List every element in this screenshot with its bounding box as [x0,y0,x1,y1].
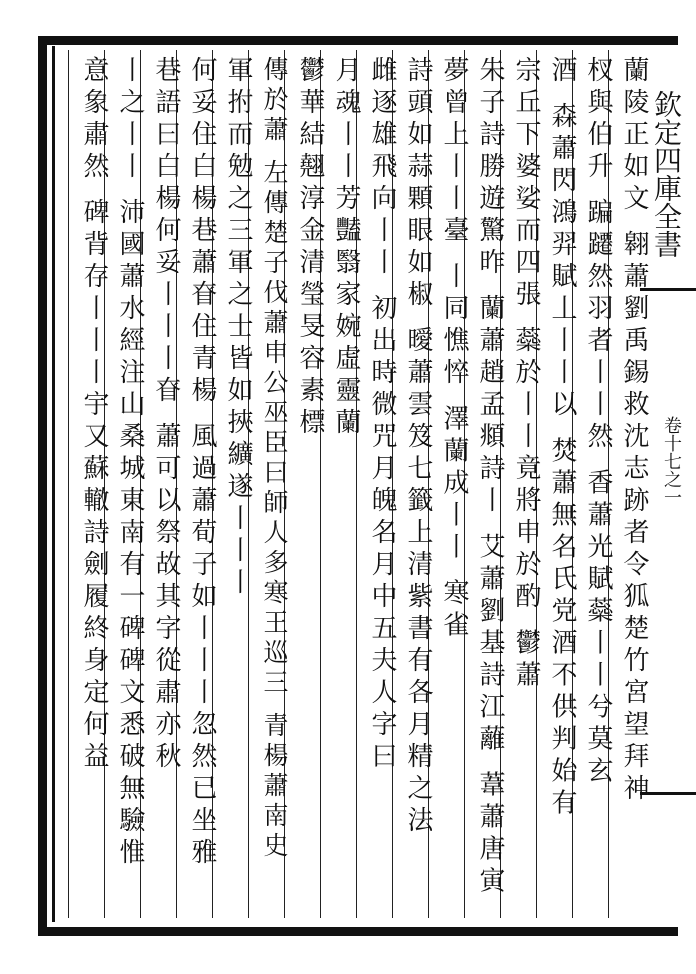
volume-label: 卷十七之一 [661,416,682,506]
column-text: 夢曾上丨丨臺 丨同憔悴 澤蘭成丨丨 寒雀 [439,56,469,643]
column-text: 何妥住白楊巷蕭眘住青楊 風過蕭荀子如丨丨丨忽然已坐雅 [187,56,217,871]
column-text: 雌逐雄飛向丨丨 初出時微咒月魄名月中五夫人字曰 [367,56,397,775]
column-text: 丨之丨丨 沛國蕭水經注山桑城東南有一碑碑文悉破無驗惟 [115,56,145,871]
frame-inner-line [52,46,55,922]
column-text: 宗丘下婆娑而四張 蘂於丨丨竟將申於酌 鬱蕭 [511,56,541,693]
column-text: 蘭陵正如文 翱蕭劉禹錫救沈志跡者令狐楚竹宮望拜神 [619,56,649,807]
column-text: 鬱華結翹淳金清瑩旻容素標 [295,56,325,440]
column-text: 酒 森蕭閃鴻羿賦丄丨丨以 焚蕭無名氏党酒不供判始有 [547,56,577,821]
text-body [60,50,649,918]
book-title: 欽定四庫全書 [650,90,683,258]
column-text: 意象肅然 碑背存丨丨丨宇又蘇轍詩劍履終身定何益 [79,56,109,775]
column-text: 傳於蕭 左傳楚子伐蕭申公巫臣曰師人多寒王巡三 青楊蕭南史 [260,56,289,862]
column-text: 軍拊而勉之三軍之士皆如挾纊遂丨丨丨 [223,56,253,600]
column-text: 詩頭如蒜顆眼如椒 曖蕭雲笈七籤上清紫書有各月精之法 [403,56,433,839]
column-text: 杈與伯升 蹁躚然羽者丨丨然 香蕭光賦蘂丨丨兮莫玄 [583,56,613,789]
column-text: 巷語曰白楊何妥丨丨丨眘 蕭可以祭故其字從肅亦秋 [151,56,181,775]
column-text: 朱子詩勝遊驚昨 蘭蕭趙孟頫詩丨 艾蕭劉基詩江蘺 葦蕭唐寅 [475,56,505,899]
column-text: 月魂丨丨芳豔翳家婉虛靈蘭 [331,56,361,440]
text-column [68,50,120,918]
